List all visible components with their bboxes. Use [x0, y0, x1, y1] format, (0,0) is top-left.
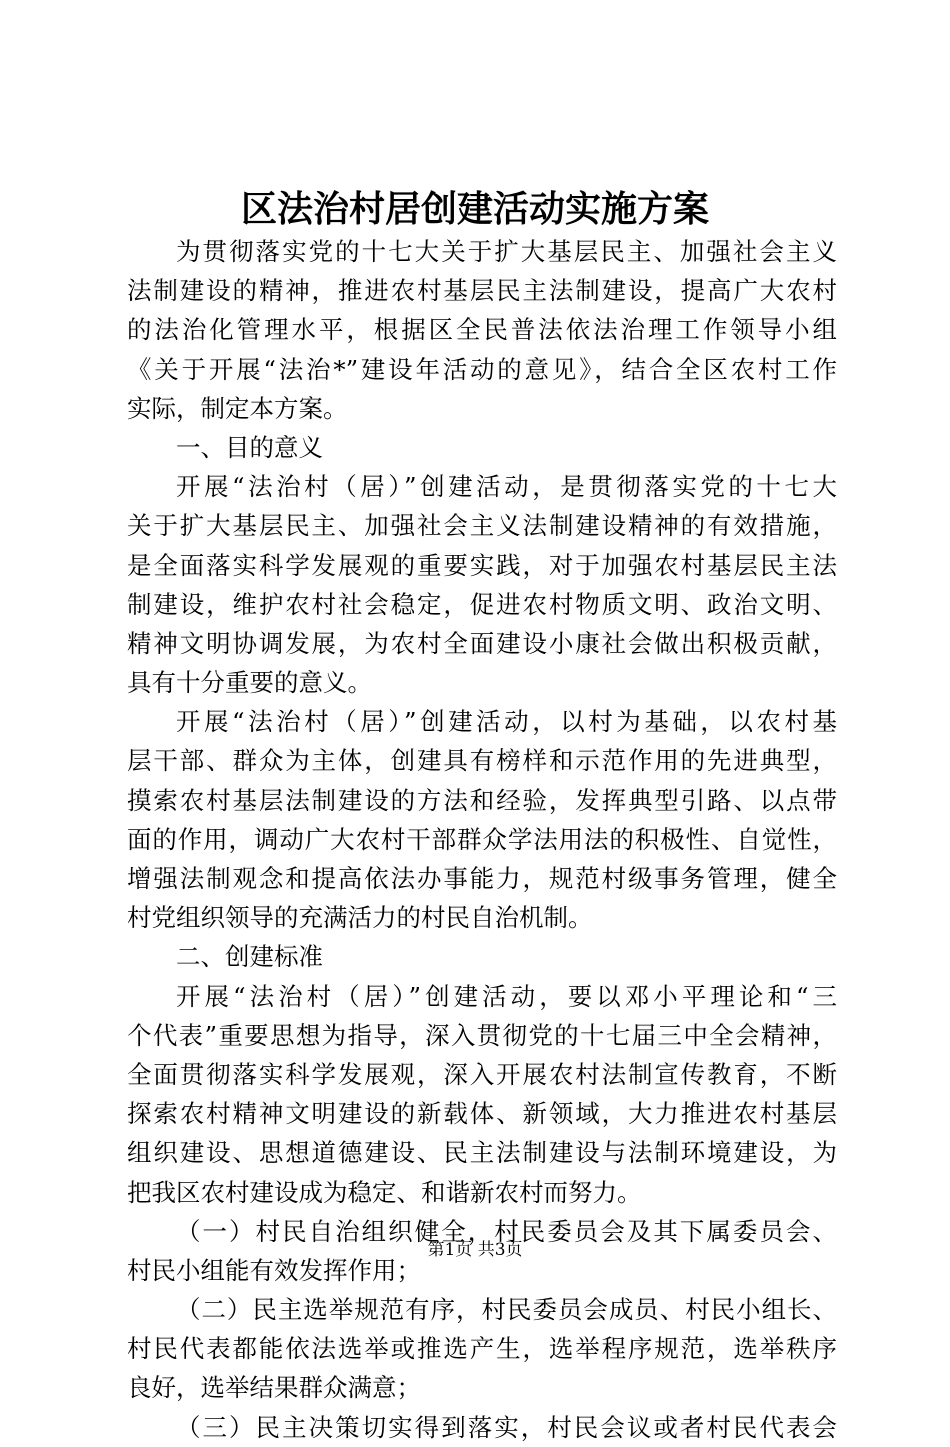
- paragraph-line: 摸索农村基层法制建设的方法和经验，发挥典型引路、以点带: [127, 785, 837, 815]
- document-title: 区法治村居创建活动实施方案: [240, 188, 709, 230]
- paragraph-line: 探索农村精神文明建设的新载体、新领域，大力推进农村基层: [127, 1099, 837, 1129]
- paragraph-line: 村党组织领导的充满活力的村民自治机制。: [127, 903, 593, 933]
- paragraph-line: 层干部、群众为主体，创建具有榜样和示范作用的先进典型，: [127, 746, 837, 776]
- paragraph-line: 村民小组能有效发挥作用；: [127, 1255, 421, 1285]
- document-body: [127, 232, 837, 1447]
- paragraph-line: 良好，选举结果群众满意；: [127, 1373, 421, 1403]
- paragraph-line: （一）村民自治组织健全，村民委员会及其下属委员会、: [176, 1216, 837, 1246]
- paragraph-line: 关于扩大基层民主、加强社会主义法制建设精神的有效措施，: [127, 511, 837, 541]
- paragraph-line: 把我区农村建设成为稳定、和谐新农村而努力。: [127, 1177, 642, 1207]
- paragraph-line: 个代表”重要思想为指导，深入贯彻党的十七届三中全会精神，: [127, 1020, 837, 1050]
- paragraph-line: 《关于开展“法治*”建设年活动的意见》，结合全区农村工作: [127, 354, 837, 384]
- paragraph-line: （三）民主决策切实得到落实，村民会议或者村民代表会: [176, 1412, 837, 1442]
- paragraph-line: 制建设，维护农村社会稳定，促进农村物质文明、政治文明、: [127, 589, 837, 619]
- paragraph-line: 实际，制定本方案。: [127, 393, 348, 423]
- paragraph-line: 为贯彻落实党的十七大关于扩大基层民主、加强社会主义: [176, 237, 837, 266]
- paragraph-line: 村民代表都能依法选举或推选产生，选举程序规范，选举秩序: [127, 1334, 837, 1364]
- paragraph-line: 的法治化管理水平，根据区全民普法依法治理工作领导小组: [127, 315, 837, 345]
- paragraph-line: 全面贯彻落实科学发展观，深入开展农村法制宣传教育，不断: [127, 1059, 837, 1089]
- paragraph-line: 法制建设的精神，推进农村基层民主法制建设，提高广大农村: [127, 276, 837, 306]
- paragraph-line: 具有十分重要的意义。: [127, 668, 372, 698]
- paragraph-line: （二）民主选举规范有序，村民委员会成员、村民小组长、: [176, 1295, 837, 1325]
- paragraph-line: 组织建设、思想道德建设、民主法制建设与法制环境建设，为: [127, 1138, 837, 1168]
- paragraph-line: 开展“法治村（居）”创建活动，是贯彻落实党的十七大: [176, 472, 837, 502]
- paragraph-line: 是全面落实科学发展观的重要实践，对于加强农村基层民主法: [127, 550, 837, 580]
- section-heading: 二、创建标准: [176, 942, 323, 972]
- paragraph-line: 开展“法治村（居）”创建活动，以村为基础，以农村基: [176, 707, 837, 737]
- paragraph-line: 面的作用，调动广大农村干部群众学法用法的积极性、自觉性，: [127, 824, 837, 854]
- paragraph-line: 精神文明协调发展，为农村全面建设小康社会做出积极贡献，: [127, 628, 837, 658]
- paragraph-line: 开展“法治村（居）”创建活动，要以邓小平理论和“三: [176, 981, 837, 1011]
- page-number-footer: 第1页 共3页: [427, 1240, 523, 1260]
- paragraph-line: 增强法制观念和提高依法办事能力，规范村级事务管理，健全: [127, 864, 837, 893]
- section-heading: 一、目的意义: [176, 432, 323, 462]
